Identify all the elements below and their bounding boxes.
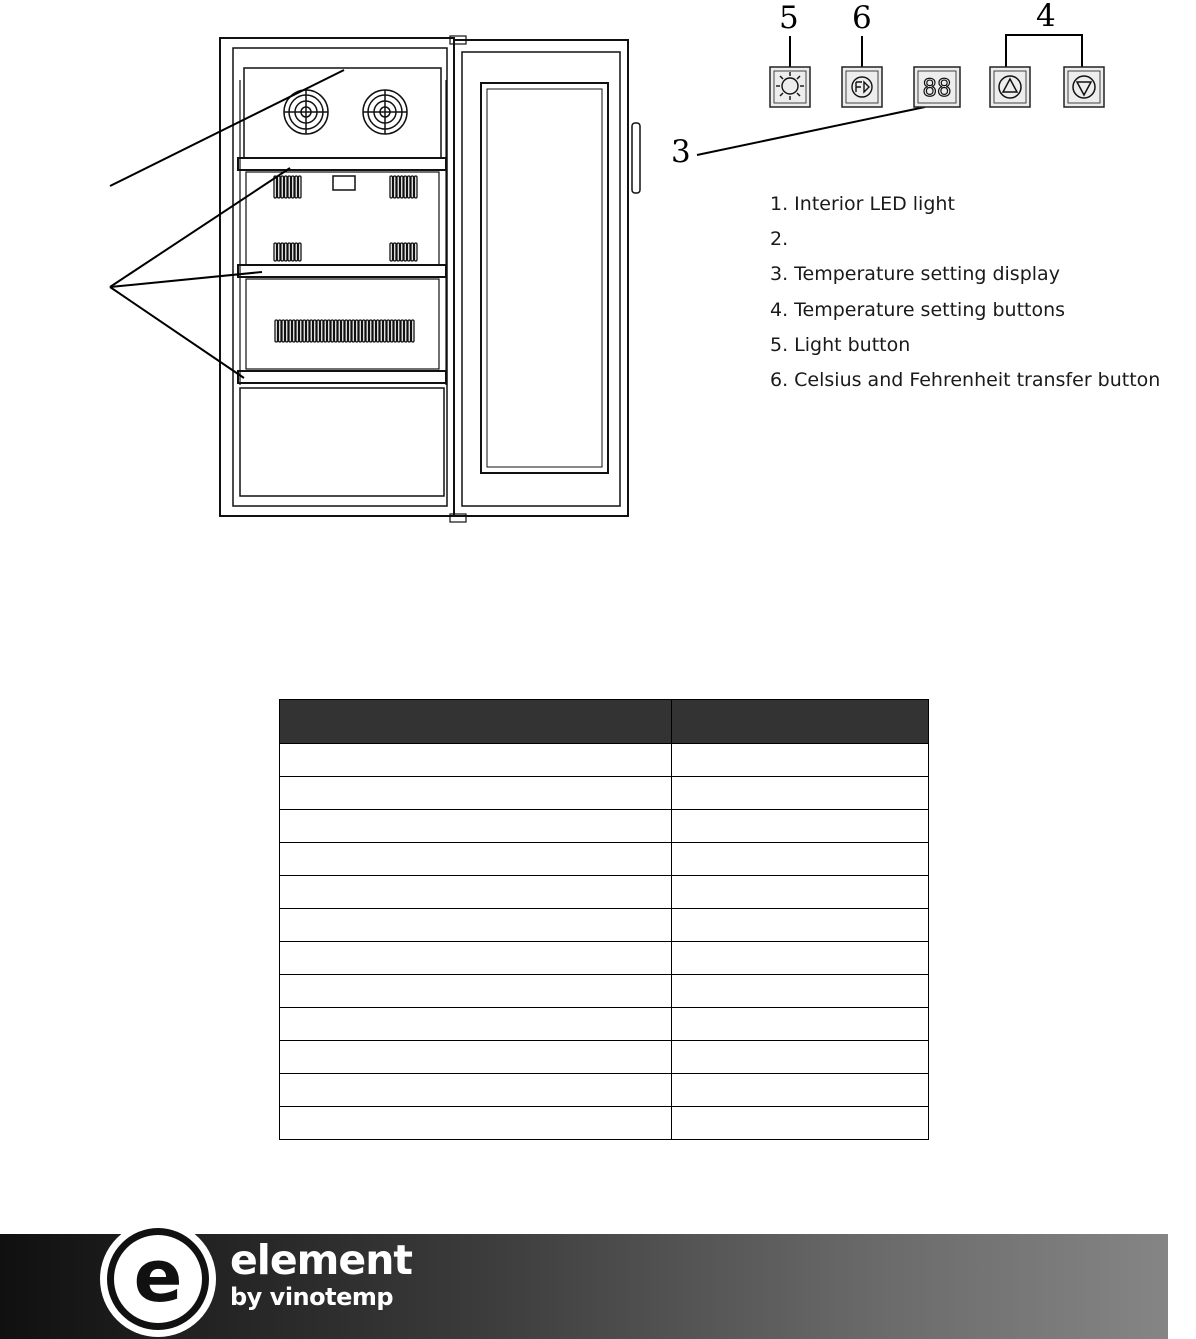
vent-slot [292, 176, 295, 198]
table-cell [280, 843, 672, 876]
table-cell [280, 1008, 672, 1041]
table-row [280, 744, 929, 777]
glass-door [450, 36, 640, 522]
legend-item: 2. [770, 228, 789, 251]
table-cell [672, 909, 929, 942]
temperature-display-digits: 88 [922, 74, 952, 102]
vent-slot [390, 176, 393, 198]
vent-slot [415, 243, 418, 261]
table-row [280, 777, 929, 810]
vent-slot [370, 320, 373, 342]
celsius-fahrenheit-button[interactable] [842, 67, 882, 107]
vent-slot [366, 320, 369, 342]
callout-3: 3 [671, 134, 691, 170]
legend-item: 5. Light button [770, 333, 911, 356]
vent-slot [321, 320, 324, 342]
table-cell [280, 975, 672, 1008]
vent-slot [397, 243, 400, 261]
vent-slot [404, 176, 407, 198]
vent-slot [394, 176, 397, 198]
vent-grilles [274, 176, 417, 342]
element-logo [98, 1219, 218, 1339]
table-cell [672, 1008, 929, 1041]
light-button[interactable] [770, 67, 810, 107]
specification-table [279, 699, 929, 1140]
temperature-up-button[interactable] [990, 67, 1030, 107]
brand-subtitle: by vinotemp [230, 1283, 394, 1311]
vent-slot [307, 320, 310, 342]
table-cell [672, 810, 929, 843]
vent-slot [338, 320, 341, 342]
vent-slot [278, 176, 281, 198]
table-cell [280, 744, 672, 777]
temperature-down-button[interactable] [1064, 67, 1104, 107]
vent-slot [335, 320, 338, 342]
control-panel [770, 67, 1104, 107]
vent-slot [285, 176, 288, 198]
vent-slot [408, 320, 411, 342]
legend-item: 1. Interior LED light [770, 193, 955, 215]
table-row [280, 975, 929, 1008]
table-row [280, 909, 929, 942]
vent-slot [278, 243, 281, 261]
vent-slot [380, 320, 383, 342]
table-cell [280, 1074, 672, 1107]
vent-slot [345, 320, 348, 342]
vent-slot [296, 320, 299, 342]
vent-slot [292, 243, 295, 261]
vent-slot [412, 320, 415, 342]
vent-slot [328, 320, 331, 342]
vent-slot [401, 320, 404, 342]
vent-slot [377, 320, 380, 342]
vent-slot [387, 320, 390, 342]
vent-slot [295, 243, 298, 261]
svg-text:e: e [133, 1234, 183, 1318]
vent-slot [415, 176, 418, 198]
table-row [280, 1107, 929, 1140]
vent-slot [285, 243, 288, 261]
table-cell [672, 876, 929, 909]
vent-slot [384, 320, 387, 342]
vent-slot [394, 320, 397, 342]
table-cell [672, 744, 929, 777]
vent-slot [404, 243, 407, 261]
vent-slot [288, 176, 291, 198]
vent-slot [363, 320, 366, 342]
vent-slot [279, 320, 282, 342]
vent-slot [401, 243, 404, 261]
table-header-cell [280, 700, 672, 744]
vent-slot [310, 320, 313, 342]
vent-slot [405, 320, 408, 342]
table-cell [280, 1041, 672, 1074]
vent-slot [356, 320, 359, 342]
table-cell [672, 1074, 929, 1107]
table-row [280, 810, 929, 843]
table-row [280, 1041, 929, 1074]
table-cell [280, 1107, 672, 1140]
table-cell [280, 777, 672, 810]
vent-slot [342, 320, 345, 342]
callout-6: 6 [852, 0, 872, 36]
vent-slot [293, 320, 296, 342]
vent-slot [286, 320, 289, 342]
vent-slot [300, 320, 303, 342]
table-cell [672, 1041, 929, 1074]
vent-slot [390, 243, 393, 261]
vent-slot [324, 320, 327, 342]
vent-slot [303, 320, 306, 342]
vent-slot [281, 243, 284, 261]
fan-icon [284, 90, 407, 134]
vent-slot [391, 320, 394, 342]
temperature-display [914, 67, 960, 107]
thermostat-sensor [333, 176, 355, 190]
legend-item: 3. Temperature setting display [770, 263, 1060, 286]
vent-slot [295, 176, 298, 198]
vent-slot [411, 176, 414, 198]
vent-slot [281, 176, 284, 198]
vent-slot [373, 320, 376, 342]
table-cell [672, 975, 929, 1008]
vent-slot [401, 176, 404, 198]
refrigerator-cabinet [220, 38, 454, 516]
vent-slot [299, 243, 302, 261]
vent-slot [359, 320, 362, 342]
vent-slot [397, 176, 400, 198]
vent-slot [314, 320, 317, 342]
vent-slot [331, 320, 334, 342]
callout-5: 5 [779, 0, 799, 36]
vent-slot [349, 320, 352, 342]
table-cell [280, 810, 672, 843]
vent-slot [275, 320, 278, 342]
table-row [280, 942, 929, 975]
table-row [280, 1008, 929, 1041]
table-body [280, 744, 929, 1140]
vent-slot [282, 320, 285, 342]
vent-slot [352, 320, 355, 342]
vent-slot [288, 243, 291, 261]
vent-slot [289, 320, 292, 342]
vent-slot [408, 243, 411, 261]
table-cell [672, 942, 929, 975]
table-cell [672, 843, 929, 876]
vent-slot [411, 243, 414, 261]
table-row [280, 843, 929, 876]
parts-legend [770, 190, 1160, 401]
vent-slot [317, 320, 320, 342]
vent-slot [299, 176, 302, 198]
table-cell [280, 876, 672, 909]
table-header-row [280, 700, 929, 744]
table-header-cell [672, 700, 929, 744]
table-cell [280, 942, 672, 975]
vent-slot [394, 243, 397, 261]
table-cell [280, 909, 672, 942]
legend-item: 4. Temperature setting buttons [770, 298, 1066, 321]
vent-slot [408, 176, 411, 198]
brand-name: element [230, 1236, 412, 1284]
table-cell [672, 1107, 929, 1140]
legend-item: 6. Celsius and Fehrenheit transfer button [770, 368, 1161, 391]
vent-slot [398, 320, 401, 342]
table-row [280, 1074, 929, 1107]
vent-slot [274, 243, 277, 261]
table-cell [672, 777, 929, 810]
callout-4: 4 [1036, 0, 1056, 34]
table-row [280, 876, 929, 909]
